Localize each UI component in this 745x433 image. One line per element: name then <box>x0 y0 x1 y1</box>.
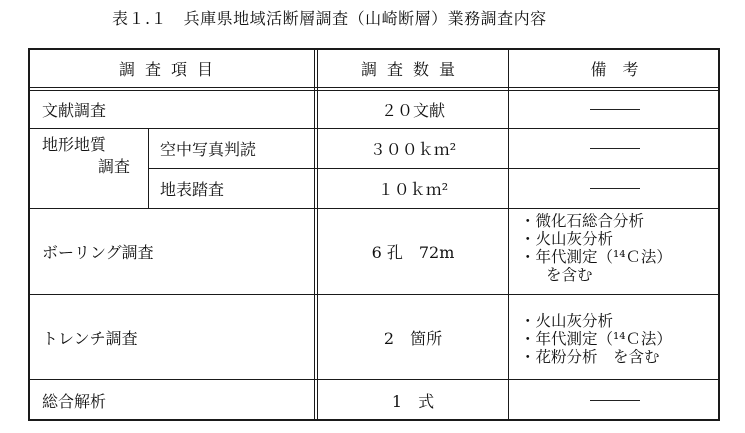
subcolumn-rule <box>148 128 149 208</box>
row-subitem-aerial-photo: 空中写真判読 <box>160 139 257 159</box>
row-item-trench: トレンチ調査 <box>42 328 138 348</box>
header-quantity: 調査数量 <box>360 59 465 79</box>
remark-line: ・火山灰分析 <box>520 312 614 330</box>
table-caption: 表１.１ 兵庫県地域活断層調査（山崎断層）業務調査内容 <box>112 9 547 28</box>
row-remarks-boring <box>520 212 672 284</box>
row-remarks-literature <box>509 90 720 128</box>
header-item: 調査項目 <box>118 59 223 79</box>
row-remarks-aerial-photo <box>509 128 720 168</box>
row-quantity-trench: 2 箇所 <box>383 328 443 348</box>
remark-line: を含む <box>546 266 593 284</box>
row-group-label: 地形地質 <box>42 134 107 154</box>
dash-mark <box>590 400 640 401</box>
dash-mark <box>590 109 640 110</box>
row-item-boring: ボーリング調査 <box>42 243 154 262</box>
row-remarks-trench <box>520 312 672 366</box>
row-remarks-surface-survey <box>509 169 720 208</box>
row-subitem-surface-survey: 地表踏査 <box>160 180 225 199</box>
row-group-label-2: 調査 <box>98 156 131 176</box>
remark-line: ・火山灰分析 <box>520 230 614 248</box>
row-remarks-analysis <box>509 380 720 420</box>
row-quantity-aerial-photo: ３００ｋｍ² <box>369 139 457 159</box>
header-remarks: 備 考 <box>590 59 639 79</box>
row-item-literature: 文献調査 <box>42 100 107 120</box>
remark-line: ・微化石総合分析 <box>520 212 645 230</box>
row-quantity-analysis: 1 式 <box>391 391 435 411</box>
remark-line: ・年代測定（¹⁴Ｃ法） <box>520 330 672 348</box>
row-quantity-surface-survey: １０ｋｍ² <box>377 180 449 199</box>
survey-table <box>28 48 720 421</box>
dash-mark <box>590 188 640 189</box>
row-quantity-literature: ２０文献 <box>380 100 445 120</box>
dash-mark <box>590 148 640 149</box>
remark-line: ・花粉分析 を含む <box>520 348 660 366</box>
row-item-analysis: 総合解析 <box>42 391 107 411</box>
row-quantity-boring: 6 孔 72m <box>371 243 455 262</box>
remark-line: ・年代測定（¹⁴Ｃ法） <box>520 248 672 266</box>
